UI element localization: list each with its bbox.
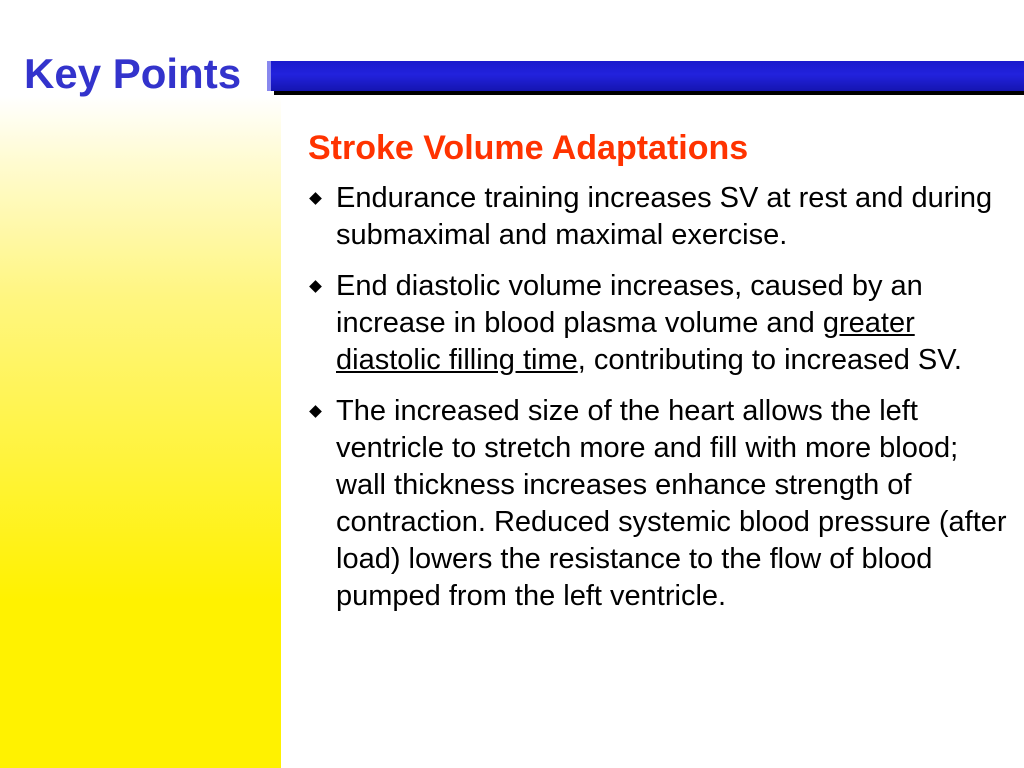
- bullet-text: Endurance training increases SV at rest and during submaximal and maximal exercise.: [336, 182, 993, 251]
- section-subtitle: Stroke Volume Adaptations: [308, 129, 749, 167]
- bullet-text-start: End diastolic volume increases, caused by an increase in blood plasma volume and: [336, 270, 923, 339]
- bullet-item: [308, 268, 1008, 379]
- diamond-bullet-icon: [309, 192, 322, 205]
- bullet-text-end: , contributing to increased SV.: [577, 344, 962, 376]
- slide-title: Key Points: [24, 50, 242, 97]
- diamond-bullet-icon: [309, 405, 322, 418]
- yellow-side-panel: [0, 96, 281, 768]
- bullet-item: [308, 180, 1008, 254]
- bullet-text: The increased size of the heart allows the left ventricle to stretch more and fill with more blood; wall thickness increases enhance strength of contraction. Reduced systemic blood pressure (after load) lowers the resistance to the flow of blood pumped from the left ventricle.: [336, 395, 1007, 612]
- slide-content: [308, 126, 1008, 629]
- diamond-bullet-icon: [309, 280, 322, 293]
- bullet-item: [308, 393, 1008, 615]
- underlined-phrase: greater diastolic filling time: [336, 307, 915, 376]
- bullet-list: [308, 180, 1008, 615]
- title-bar: [271, 61, 1024, 91]
- bullet-text: [336, 270, 962, 376]
